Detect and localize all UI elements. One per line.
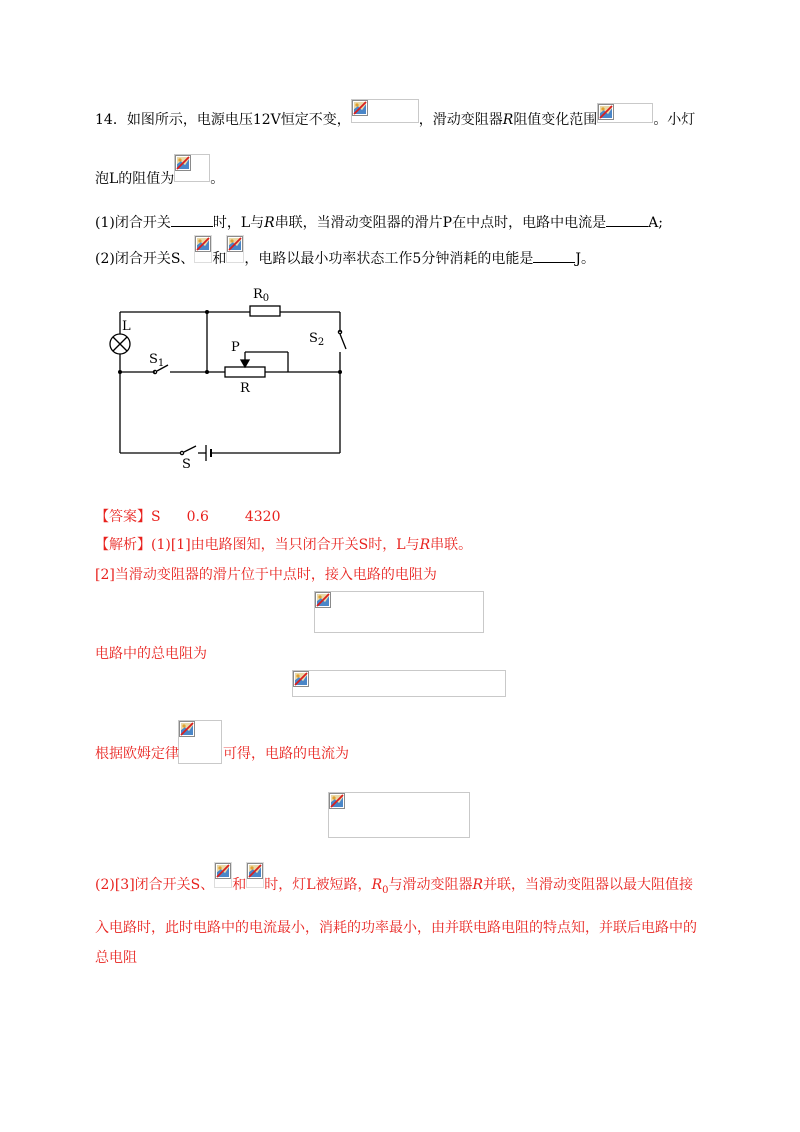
switch-s2 [338, 330, 346, 349]
answer-line [95, 508, 281, 526]
analysis-line-1 [95, 536, 472, 554]
broken-image-icon [226, 235, 244, 263]
answer-blank [171, 214, 213, 227]
question-part-1 [95, 214, 663, 232]
question-text: ，电路以最小功率状态工作5分钟消耗的电能是 [244, 251, 534, 267]
label-S: S [182, 457, 191, 470]
analysis-line-4 [95, 745, 349, 763]
variable-R0: R [371, 877, 383, 893]
question-number: 14． [95, 112, 127, 128]
battery-symbol [206, 445, 211, 461]
variable-R: R [502, 112, 514, 128]
circuit-diagram [100, 280, 360, 470]
answer-value: 4320 [244, 509, 281, 525]
resistor-r0 [250, 306, 280, 316]
analysis-text: 可得，电路的电流为 [223, 746, 349, 762]
broken-image-icon [292, 670, 506, 697]
question-text: 。 [210, 171, 225, 187]
question-text: (2)闭合开关S、 [95, 251, 195, 267]
answer-value: S [151, 509, 161, 525]
switch-s [180, 446, 196, 455]
variable-R: R [472, 877, 484, 893]
label-P: P [231, 340, 240, 355]
question-text: (1)闭合开关 [95, 215, 171, 231]
broken-image-icon [194, 235, 212, 263]
label-R0: $R_0$ [253, 287, 270, 304]
question-text: 泡L的阻值为 [95, 171, 175, 187]
broken-image-icon [597, 103, 653, 123]
analysis-line-5 [95, 876, 693, 900]
variable-R: R [264, 215, 275, 231]
question-text: 和 [212, 251, 227, 267]
answer-blank [606, 214, 648, 227]
variable-R0-subscript: 0 [382, 884, 389, 896]
label-L: L [122, 319, 131, 334]
label-S2: $S_2$ [309, 331, 325, 348]
analysis-text: 与滑动变阻器 [388, 877, 473, 893]
analysis-text: 时，灯L被短路， [264, 877, 372, 893]
analysis-label: 【解析】 [95, 537, 151, 553]
answer-label: 【答案】 [95, 509, 151, 525]
lamp-symbol [110, 334, 130, 354]
broken-image-icon [351, 99, 419, 123]
analysis-line-7: 总电阻 [95, 950, 137, 966]
question-text: 阻值变化范围 [513, 112, 598, 128]
analysis-line-3: 电路中的总电阻为 [95, 646, 207, 662]
analysis-text: 和 [232, 877, 247, 893]
question-text: A; [648, 215, 663, 231]
broken-image-icon [214, 862, 232, 888]
label-S1: $S_1$ [149, 352, 165, 369]
broken-image-icon [314, 591, 484, 633]
question-line-1 [95, 111, 695, 129]
broken-image-icon [174, 154, 210, 182]
question-text: 。小灯 [653, 112, 696, 128]
analysis-line-6: 入电路时，此时电路中的电流最小，消耗的功率最小，由并联电路电阻的特点知，并联后电路中的 [95, 920, 697, 936]
analysis-text: (2)[3]闭合开关S、 [95, 877, 215, 893]
analysis-text: (1)[1]由电路图知，当只闭合开关S时，L与 [151, 537, 420, 553]
analysis-text: 并联，当滑动变阻器以最大阻值接 [483, 877, 694, 893]
question-text: ，滑动变阻器 [418, 112, 503, 128]
question-text: J。 [575, 251, 595, 267]
analysis-line-2: [2]当滑动变阻器的滑片位于中点时，接入电路的电阻为 [95, 567, 437, 583]
question-text: 串联，当滑动变阻器的滑片P在中点时，电路中电流是 [274, 215, 607, 231]
resistor-r [225, 367, 265, 377]
question-part-2 [95, 250, 595, 268]
analysis-text: 串联。 [430, 537, 473, 553]
answer-value: 0.6 [186, 509, 209, 525]
broken-image-icon [246, 862, 264, 888]
label-R: R [240, 381, 250, 396]
broken-image-icon [328, 792, 470, 838]
answer-blank [533, 250, 575, 263]
analysis-text: 根据欧姆定律 [95, 746, 179, 762]
question-line-2 [95, 170, 224, 188]
question-text: 如图所示，电源电压12V恒定不变， [126, 112, 351, 128]
variable-R: R [419, 537, 431, 553]
question-text: 时，L与 [212, 215, 265, 231]
